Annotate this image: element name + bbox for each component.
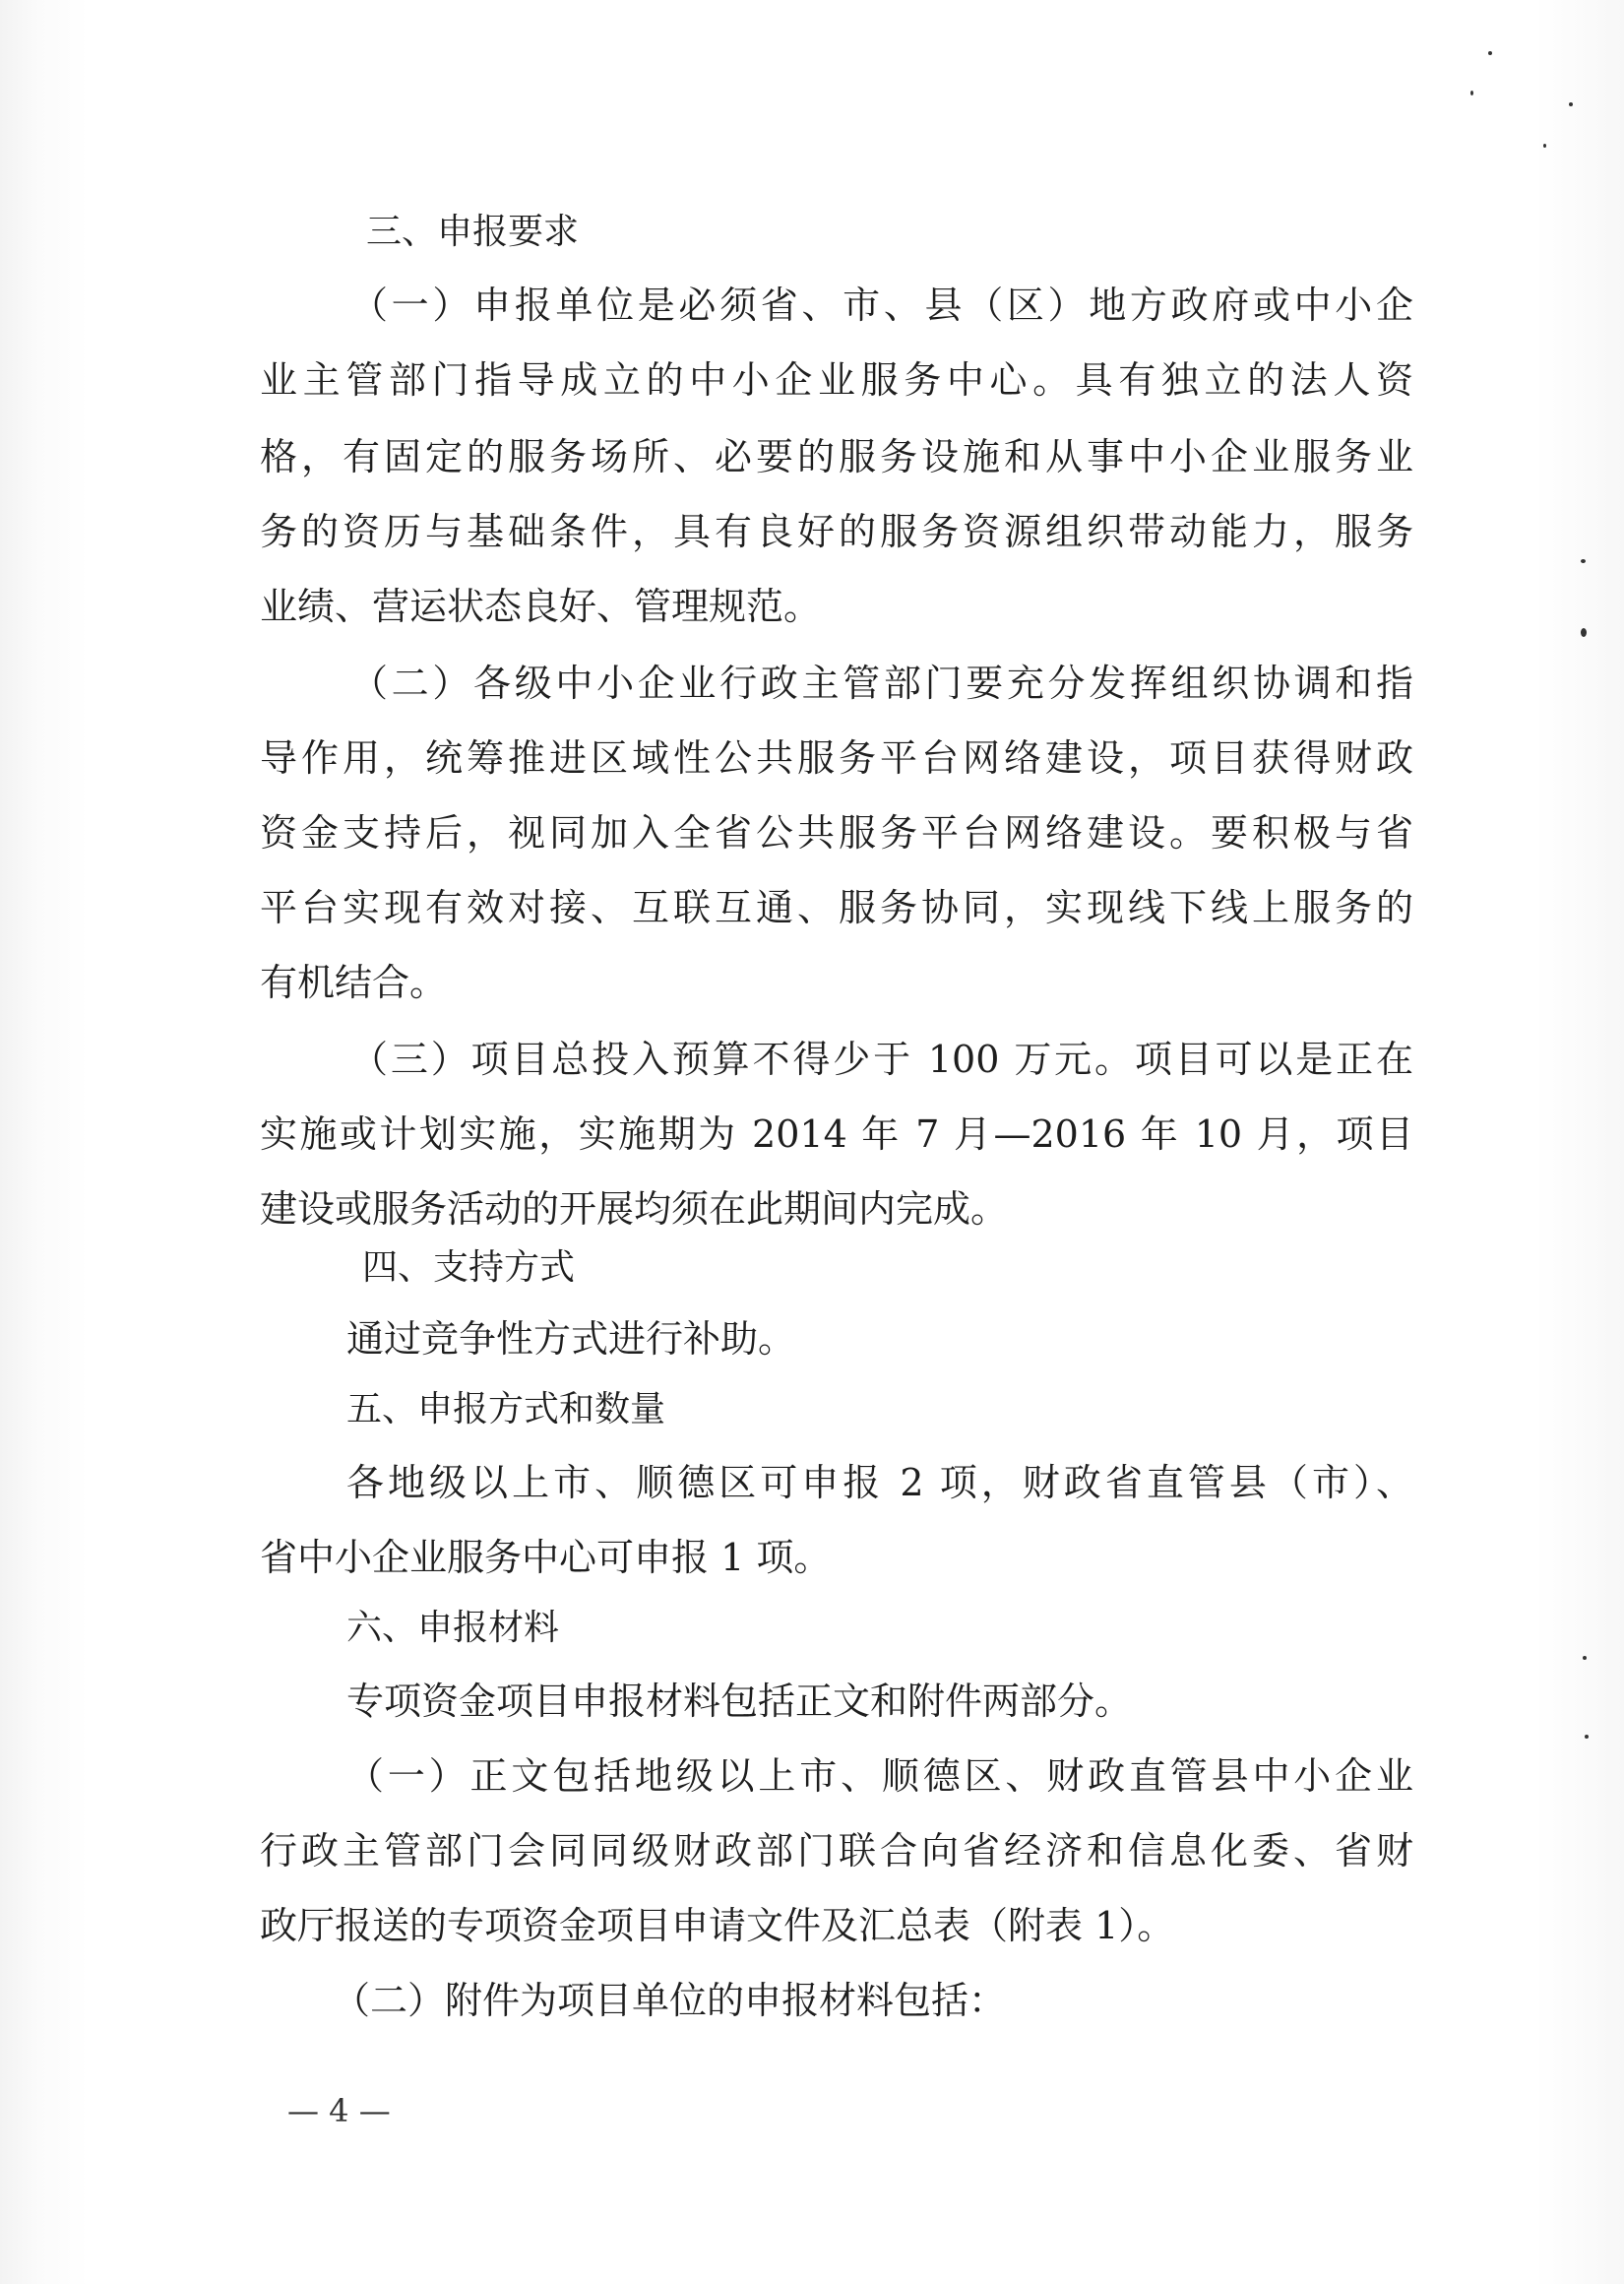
para-7-line-2: 行政主管部门会同同级财政部门联合向省经济和信息化委、省财 (260, 1829, 1413, 1872)
para-2-line-2: 导作用，统筹推进区域性公共服务平台网络建设，项目获得财政 (260, 736, 1413, 780)
para-6-line-1: 专项资金项目申报材料包括正文和附件两部分。 (346, 1680, 1133, 1723)
para-1-line-2: 业主管部门指导成立的中小企业服务中心。具有独立的法人资 (260, 358, 1413, 402)
para-3-line-1: （三）项目总投入预算不得少于 100 万元。项目可以是正在 (350, 1038, 1413, 1081)
section-heading-3: 三、申报要求 (366, 212, 580, 252)
para-5-line-1: 各地级以上市、顺德区可申报 2 项，财政省直管县（市）、 (346, 1461, 1413, 1504)
para-2-line-5: 有机结合。 (260, 961, 448, 1004)
para-2-line-3: 资金支持后，视同加入全省公共服务平台网络建设。要积极与省 (260, 811, 1413, 855)
scan-speck (1581, 628, 1587, 637)
section-heading-5: 五、申报方式和数量 (346, 1389, 666, 1429)
para-1-line-4: 务的资历与基础条件，具有良好的服务资源组织带动能力，服务 (260, 510, 1413, 553)
scan-speck (1543, 144, 1546, 148)
page-number: — 4 — (287, 2092, 391, 2129)
para-8-line-1: （二）附件为项目单位的申报材料包括： (333, 1979, 1007, 2022)
scan-speck (1470, 91, 1473, 95)
scan-speck (1581, 559, 1586, 563)
para-2-line-4: 平台实现有效对接、互联互通、服务协同，实现线下线上服务的 (260, 886, 1413, 929)
para-5-line-2: 省中小企业服务中心可申报 1 项。 (260, 1536, 832, 1579)
para-7-line-1: （一）正文包括地级以上市、顺德区、财政直管县中小企业 (346, 1754, 1413, 1798)
section-heading-4: 四、支持方式 (362, 1247, 576, 1288)
para-3-line-2: 实施或计划实施，实施期为 2014 年 7 月—2016 年 10 月，项目 (260, 1112, 1413, 1156)
scan-speck (1569, 102, 1573, 106)
scan-speck (1488, 51, 1492, 55)
para-1-line-5: 业绩、营运状态良好、管理规范。 (260, 585, 822, 628)
para-1-line-3: 格，有固定的服务场所、必要的服务设施和从事中小企业服务业 (260, 435, 1413, 478)
scan-speck (1585, 1735, 1589, 1739)
para-7-line-3: 政厅报送的专项资金项目申请文件及汇总表（附表 1）。 (260, 1904, 1175, 1947)
para-2-line-1: （二）各级中小企业行政主管部门要充分发挥组织协调和指 (350, 662, 1413, 705)
para-1-line-1: （一）申报单位是必须省、市、县（区）地方政府或中小企 (350, 284, 1413, 327)
para-4-line-1: 通过竞争性方式进行补助。 (346, 1317, 796, 1361)
scan-speck (1583, 1656, 1587, 1660)
para-3-line-3: 建设或服务活动的开展均须在此期间内完成。 (260, 1187, 1009, 1231)
section-heading-6: 六、申报材料 (346, 1608, 560, 1648)
